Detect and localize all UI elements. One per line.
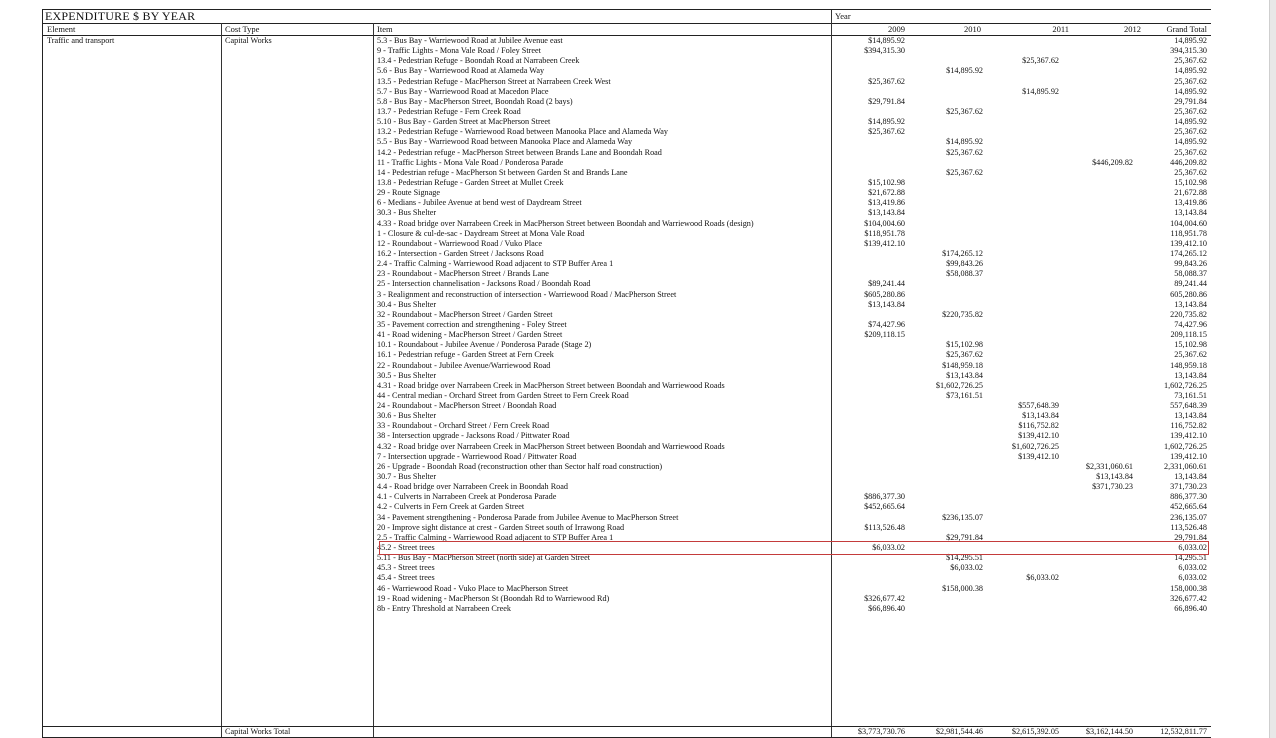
value-cell-2009: $605,280.86 (864, 289, 905, 299)
header-item: Item (377, 24, 393, 34)
grand-total-cell: 139,412.10 (1170, 238, 1207, 248)
cost-type-value: Capital Works (225, 36, 272, 45)
value-cell-2009: $104,004.60 (864, 218, 905, 228)
vertical-scrollbar[interactable] (1269, 0, 1276, 738)
value-cell-2010: $14,895.92 (946, 66, 983, 76)
grand-total-cell: 29,791.84 (1174, 96, 1207, 106)
value-cell-2009: $74,427.96 (868, 319, 905, 329)
total-label: Capital Works Total (225, 727, 291, 736)
table-row (43, 543, 1211, 553)
grand-total-cell: 13,143.84 (1174, 299, 1207, 309)
grand-total-cell: 58,088.37 (1174, 269, 1207, 279)
value-cell-2011: $139,412.10 (1018, 451, 1059, 461)
value-cell-2010: $14,295.51 (946, 553, 983, 563)
table-row (43, 77, 1211, 87)
value-cell-2010: $29,791.84 (946, 532, 983, 542)
value-cell-2009: $886,377.30 (864, 492, 905, 502)
grand-total-cell: 13,143.84 (1174, 411, 1207, 421)
capital-works-total-row (43, 726, 1211, 737)
value-cell-2012: $371,730.23 (1092, 482, 1133, 492)
item-cell: 30.5 - Bus Shelter (377, 370, 437, 380)
grand-total-cell: 74,427.96 (1174, 319, 1207, 329)
grand-total-cell: 14,895.92 (1174, 66, 1207, 76)
value-cell-2009: $209,118.15 (864, 330, 905, 340)
grand-total-cell: 29,791.84 (1174, 532, 1207, 542)
grand-total-cell: 113,526.48 (1170, 522, 1207, 532)
table-row (43, 117, 1211, 127)
table-row (43, 523, 1211, 533)
item-cell: 5.6 - Bus Bay - Warriewood Road at Alameda Way (377, 66, 545, 76)
grand-total-cell: 326,677.42 (1170, 593, 1207, 603)
item-cell: 13.5 - Pedestrian Refuge - MacPherson Street at Narrabeen Creek West (377, 76, 611, 86)
grand-total-cell: 394,315.30 (1170, 46, 1207, 56)
value-cell-2009: $25,367.62 (868, 76, 905, 86)
item-cell: 25 - Intersection channelisation - Jacksons Road / Boondah Road (377, 279, 591, 289)
table-row (43, 269, 1211, 279)
value-cell-2010: $73,161.51 (946, 390, 983, 400)
value-cell-2009: $13,143.84 (868, 208, 905, 218)
table-row (43, 279, 1211, 289)
grand-total-cell: 25,367.62 (1174, 76, 1207, 86)
item-cell: 7 - Intersection upgrade - Warriewood Road / Pittwater Road (377, 451, 577, 461)
value-cell-2010: $25,367.62 (946, 350, 983, 360)
grand-total-cell: 371,730.23 (1170, 482, 1207, 492)
value-cell-2009: $29,791.84 (868, 96, 905, 106)
item-cell: 4.1 - Culverts in Narrabeen Creek at Ponderosa Parade (377, 492, 557, 502)
grand-total-cell: 158,000.38 (1170, 583, 1207, 593)
value-cell-2011: $13,143.84 (1022, 411, 1059, 421)
sheet-title: EXPENDITURE $ BY YEAR (45, 9, 196, 23)
item-cell: 29 - Route Signage (377, 188, 440, 198)
table-row (43, 178, 1211, 188)
table-row (43, 563, 1211, 573)
table-row (43, 229, 1211, 239)
table-row (43, 340, 1211, 350)
value-cell-2010: $25,367.62 (946, 147, 983, 157)
value-cell-2011: $6,033.02 (1026, 573, 1059, 583)
expenditure-sheet (42, 9, 1211, 738)
grand-total-cell: 25,367.62 (1174, 56, 1207, 66)
grand-total-cell: 25,367.62 (1174, 350, 1207, 360)
header-element: Element (47, 24, 76, 34)
item-cell: 8b - Entry Threshold at Narrabeen Creek (377, 603, 511, 613)
item-cell: 4.33 - Road bridge over Narrabeen Creek in MacPherson Street between Boondah and Warriewood Roads (design) (377, 218, 754, 228)
value-cell-2010: $25,367.62 (946, 167, 983, 177)
grand-total-cell: 446,209.82 (1170, 157, 1207, 167)
item-cell: 4.31 - Road bridge over Narrabeen Creek in MacPherson Street between Boondah and Warriewood Roads (377, 380, 725, 390)
value-cell-2012: $2,331,060.61 (1085, 461, 1133, 471)
grand-total-cell: 13,143.84 (1174, 472, 1207, 482)
value-cell-2012: $13,143.84 (1096, 472, 1133, 482)
grand-total-cell: 209,118.15 (1170, 330, 1207, 340)
value-cell-2010: $58,088.37 (946, 269, 983, 279)
total-2011: $2,615,392.05 (1011, 727, 1059, 736)
value-cell-2009: $394,315.30 (864, 46, 905, 56)
value-cell-2010: $15,102.98 (946, 340, 983, 350)
item-cell: 46 - Warriewood Road - Vuko Place to MacPherson Street (377, 583, 569, 593)
value-cell-2009: $21,672.88 (868, 188, 905, 198)
item-cell: 16.2 - Intersection - Garden Street / Jacksons Road (377, 248, 544, 258)
table-row (43, 482, 1211, 492)
value-cell-2009: $25,367.62 (868, 127, 905, 137)
table-row (43, 472, 1211, 482)
item-cell: 45.3 - Street trees (377, 563, 435, 573)
item-cell: 23 - Roundabout - MacPherson Street / Brands Lane (377, 269, 549, 279)
grand-total-cell: 25,367.62 (1174, 106, 1207, 116)
item-cell: 30.3 - Bus Shelter (377, 208, 437, 218)
value-cell-2009: $118,951.78 (864, 228, 905, 238)
table-row (43, 219, 1211, 229)
value-cell-2012: $446,209.82 (1092, 157, 1133, 167)
grand-total-cell: 557,648.39 (1170, 401, 1207, 411)
table-row (43, 239, 1211, 249)
header-year-2012: 2012 (1124, 24, 1141, 34)
item-cell: 6 - Medians - Jubilee Avenue at bend west of Daydream Street (377, 198, 582, 208)
grand-total-cell: 99,843.26 (1174, 259, 1207, 269)
table-row (43, 604, 1211, 614)
value-cell-2010: $174,265.12 (942, 248, 983, 258)
grand-total-cell: 452,665.64 (1170, 502, 1207, 512)
item-cell: 13.4 - Pedestrian Refuge - Boondah Road at Narrabeen Creek (377, 56, 580, 66)
header-year-2009: 2009 (888, 24, 905, 34)
value-cell-2009: $15,102.98 (868, 177, 905, 187)
table-row (43, 198, 1211, 208)
value-cell-2009: $113,526.48 (864, 522, 905, 532)
table-row (43, 492, 1211, 502)
item-cell: 11 - Traffic Lights - Mona Vale Road / Ponderosa Parade (377, 157, 564, 167)
item-cell: 30.4 - Bus Shelter (377, 299, 437, 309)
item-cell: 14 - Pedestrian refuge - MacPherson St between Garden St and Brands Lane (377, 167, 628, 177)
item-cell: 34 - Pavement strengthening - Ponderosa Parade from Jubilee Avenue to MacPherson Street (377, 512, 679, 522)
grand-total-cell: 73,161.51 (1174, 390, 1207, 400)
item-cell: 5.3 - Bus Bay - Warriewood Road at Jubilee Avenue east (377, 36, 563, 45)
value-cell-2011: $25,367.62 (1022, 56, 1059, 66)
grand-total-cell: 104,004.60 (1170, 218, 1207, 228)
item-cell: 12 - Roundabout - Warriewood Road / Vuko Place (377, 238, 542, 248)
grand-total-cell: 13,143.84 (1174, 370, 1207, 380)
value-cell-2010: $99,843.26 (946, 259, 983, 269)
table-row (43, 97, 1211, 107)
item-cell: 2.4 - Traffic Calming - Warriewood Road adjacent to STP Buffer Area 1 (377, 259, 614, 269)
value-cell-2011: $1,602,726.25 (1011, 441, 1059, 451)
table-row (43, 361, 1211, 371)
grand-total-cell: 14,895.92 (1174, 137, 1207, 147)
item-cell: 44 - Central median - Orchard Street from Garden Street to Fern Creek Road (377, 390, 629, 400)
table-row (43, 350, 1211, 360)
table-row (43, 56, 1211, 66)
item-cell: 9 - Traffic Lights - Mona Vale Road / Foley Street (377, 46, 541, 56)
grand-total-cell: 6,033.02 (1178, 563, 1207, 573)
table-row (43, 188, 1211, 198)
grand-total-cell: 21,672.88 (1174, 188, 1207, 198)
value-cell-2009: $13,419.86 (868, 198, 905, 208)
value-cell-2009: $13,143.84 (868, 299, 905, 309)
table-row (43, 573, 1211, 583)
value-cell-2010: $6,033.02 (950, 563, 983, 573)
item-cell: 2.5 - Traffic Calming - Warriewood Road adjacent to STP Buffer Area 1 (377, 532, 614, 542)
table-row (43, 208, 1211, 218)
item-cell: 45.4 - Street trees (377, 573, 435, 583)
item-cell: 19 - Road widening - MacPherson St (Boondah Rd to Warriewood Rd) (377, 593, 610, 603)
grand-total-cell: 886,377.30 (1170, 492, 1207, 502)
table-row (43, 462, 1211, 472)
grand-total-cell: 14,295.51 (1174, 553, 1207, 563)
grand-total-cell: 13,419.86 (1174, 198, 1207, 208)
item-cell: 13.2 - Pedestrian Refuge - Warriewood Road between Manooka Place and Alameda Way (377, 127, 668, 137)
grand-total-cell: 174,265.12 (1170, 248, 1207, 258)
value-cell-2010: $25,367.62 (946, 106, 983, 116)
grand-total-cell: 139,412.10 (1170, 451, 1207, 461)
value-cell-2010: $220,735.82 (942, 309, 983, 319)
item-cell: 4.32 - Road bridge over Narrabeen Creek in MacPherson Street between Boondah and Warriewood Roads (377, 441, 725, 451)
table-row (43, 66, 1211, 76)
table-row (43, 300, 1211, 310)
table-row (43, 137, 1211, 147)
grand-total-cell: 66,896.40 (1174, 603, 1207, 613)
table-row (43, 148, 1211, 158)
table-row (43, 452, 1211, 462)
value-cell-2009: $6,033.02 (872, 543, 905, 553)
table-row (43, 401, 1211, 411)
expenditure-rows (43, 36, 1211, 614)
table-row (43, 127, 1211, 137)
table-row (43, 431, 1211, 441)
table-row (43, 46, 1211, 56)
grand-total-cell: 6,033.02 (1178, 543, 1207, 553)
table-row (43, 87, 1211, 97)
value-cell-2011: $139,412.10 (1018, 431, 1059, 441)
item-cell: 24 - Roundabout - MacPherson Street / Boondah Road (377, 401, 557, 411)
item-cell: 13.8 - Pedestrian Refuge - Garden Street at Mullet Creek (377, 177, 564, 187)
header-grand-total: Grand Total (1166, 24, 1207, 34)
grand-total-cell: 14,895.92 (1174, 86, 1207, 96)
grand-total-cell: 25,367.62 (1174, 167, 1207, 177)
value-cell-2009: $14,895.92 (868, 117, 905, 127)
total-2009: $3,773,730.76 (857, 727, 905, 736)
item-cell: 14.2 - Pedestrian refuge - MacPherson Street between Brands Lane and Boondah Road (377, 147, 662, 157)
table-row (43, 442, 1211, 452)
table-row (43, 158, 1211, 168)
table-row (43, 310, 1211, 320)
table-row (43, 381, 1211, 391)
table-row (43, 533, 1211, 543)
item-cell: 22 - Roundabout - Jubilee Avenue/Warriewood Road (377, 360, 551, 370)
item-cell: 41 - Road widening - MacPherson Street / Garden Street (377, 330, 563, 340)
value-cell-2009: $452,665.64 (864, 502, 905, 512)
table-row (43, 290, 1211, 300)
total-grand: 12,532,811.77 (1160, 727, 1207, 736)
table-row (43, 411, 1211, 421)
item-cell: 16.1 - Pedestrian refuge - Garden Street at Fern Creek (377, 350, 554, 360)
value-cell-2010: $236,135.07 (942, 512, 983, 522)
element-value: Traffic and transport (47, 36, 115, 45)
value-cell-2009: $14,895.92 (868, 36, 905, 45)
grand-total-cell: 25,367.62 (1174, 147, 1207, 157)
table-row (43, 421, 1211, 431)
item-cell: 26 - Upgrade - Boondah Road (reconstruction other than Sector half road construction) (377, 461, 663, 471)
grand-total-cell: 2,331,060.61 (1164, 461, 1207, 471)
item-cell: 5.11 - Bus Bay - MacPherson Street (north side) at Garden Street (377, 553, 590, 563)
table-row (43, 249, 1211, 259)
value-cell-2011: $116,752.82 (1018, 421, 1059, 431)
year-header: Year (835, 11, 851, 21)
table-row (43, 513, 1211, 523)
grand-total-cell: 116,752.82 (1170, 421, 1207, 431)
grand-total-cell: 25,367.62 (1174, 127, 1207, 137)
grand-total-cell: 148,959.18 (1170, 360, 1207, 370)
item-cell: 1 - Closure & cul-de-sac - Daydream Street at Mona Vale Road (377, 228, 585, 238)
total-2012: $3,162,144.50 (1085, 727, 1133, 736)
item-cell: 4.4 - Road bridge over Narrabeen Creek in Boondah Road (377, 482, 568, 492)
table-row (43, 320, 1211, 330)
value-cell-2010: $158,000.38 (942, 583, 983, 593)
grand-total-cell: 1,602,726.25 (1164, 441, 1207, 451)
item-cell: 30.6 - Bus Shelter (377, 411, 437, 421)
item-cell: 32 - Roundabout - MacPherson Street / Garden Street (377, 309, 553, 319)
value-cell-2010: $14,895.92 (946, 137, 983, 147)
value-cell-2009: $89,241.44 (868, 279, 905, 289)
table-row (43, 584, 1211, 594)
table-row (43, 502, 1211, 512)
grand-total-cell: 15,102.98 (1174, 340, 1207, 350)
table-row (43, 553, 1211, 563)
item-cell: 45.2 - Street trees (377, 543, 435, 553)
item-cell: 10.1 - Roundabout - Jubilee Avenue / Ponderosa Parade (Stage 2) (377, 340, 592, 350)
table-row (43, 330, 1211, 340)
item-cell: 38 - Intersection upgrade - Jacksons Road / Pittwater Road (377, 431, 570, 441)
item-cell: 5.7 - Bus Bay - Warriewood Road at Macedon Place (377, 86, 549, 96)
header-year-2011: 2011 (1052, 24, 1069, 34)
grand-total-cell: 13,143.84 (1174, 208, 1207, 218)
grand-total-cell: 15,102.98 (1174, 177, 1207, 187)
item-cell: 5.8 - Bus Bay - MacPherson Street, Boondah Road (2 bays) (377, 96, 573, 106)
grand-total-cell: 6,033.02 (1178, 573, 1207, 583)
value-cell-2009: $326,677.42 (864, 593, 905, 603)
table-row (43, 371, 1211, 381)
grand-total-cell: 118,951.78 (1170, 228, 1207, 238)
grand-total-cell: 220,735.82 (1170, 309, 1207, 319)
table-row (43, 107, 1211, 117)
value-cell-2010: $148,959.18 (942, 360, 983, 370)
total-2010: $2,981,544.46 (935, 727, 983, 736)
header-year-2010: 2010 (964, 24, 981, 34)
item-cell: 13.7 - Pedestrian Refuge - Fern Creek Road (377, 106, 521, 116)
value-cell-2010: $1,602,726.25 (935, 380, 983, 390)
table-row (43, 391, 1211, 401)
value-cell-2009: $66,896.40 (868, 603, 905, 613)
item-cell: 5.10 - Bus Bay - Garden Street at MacPherson Street (377, 117, 551, 127)
grand-total-cell: 14,895.92 (1174, 117, 1207, 127)
item-cell: 33 - Roundabout - Orchard Street / Fern Creek Road (377, 421, 550, 431)
table-row (43, 259, 1211, 269)
item-cell: 20 - Improve sight distance at crest - Garden Street south of Irrawong Road (377, 522, 625, 532)
item-cell: 35 - Pavement correction and strengthening - Foley Street (377, 319, 567, 329)
item-cell: 4.2 - Culverts in Fern Creek at Garden Street (377, 502, 525, 512)
grand-total-cell: 1,602,726.25 (1164, 380, 1207, 390)
table-row (43, 168, 1211, 178)
table-row (43, 36, 1211, 46)
grand-total-cell: 89,241.44 (1174, 279, 1207, 289)
grand-total-cell: 14,895.92 (1174, 36, 1207, 45)
item-cell: 30.7 - Bus Shelter (377, 472, 437, 482)
value-cell-2010: $13,143.84 (946, 370, 983, 380)
value-cell-2009: $139,412.10 (864, 238, 905, 248)
grand-total-cell: 139,412.10 (1170, 431, 1207, 441)
value-cell-2011: $14,895.92 (1022, 86, 1059, 96)
table-row (43, 594, 1211, 604)
item-cell: 3 - Realignment and reconstruction of intersection - Warriewood Road / MacPherson Street (377, 289, 677, 299)
value-cell-2011: $557,648.39 (1018, 401, 1059, 411)
grand-total-cell: 605,280.86 (1170, 289, 1207, 299)
item-cell: 5.5 - Bus Bay - Warriewood Road between Manooka Place and Alameda Way (377, 137, 633, 147)
grand-total-cell: 236,135.07 (1170, 512, 1207, 522)
header-cost-type: Cost Type (225, 24, 260, 34)
